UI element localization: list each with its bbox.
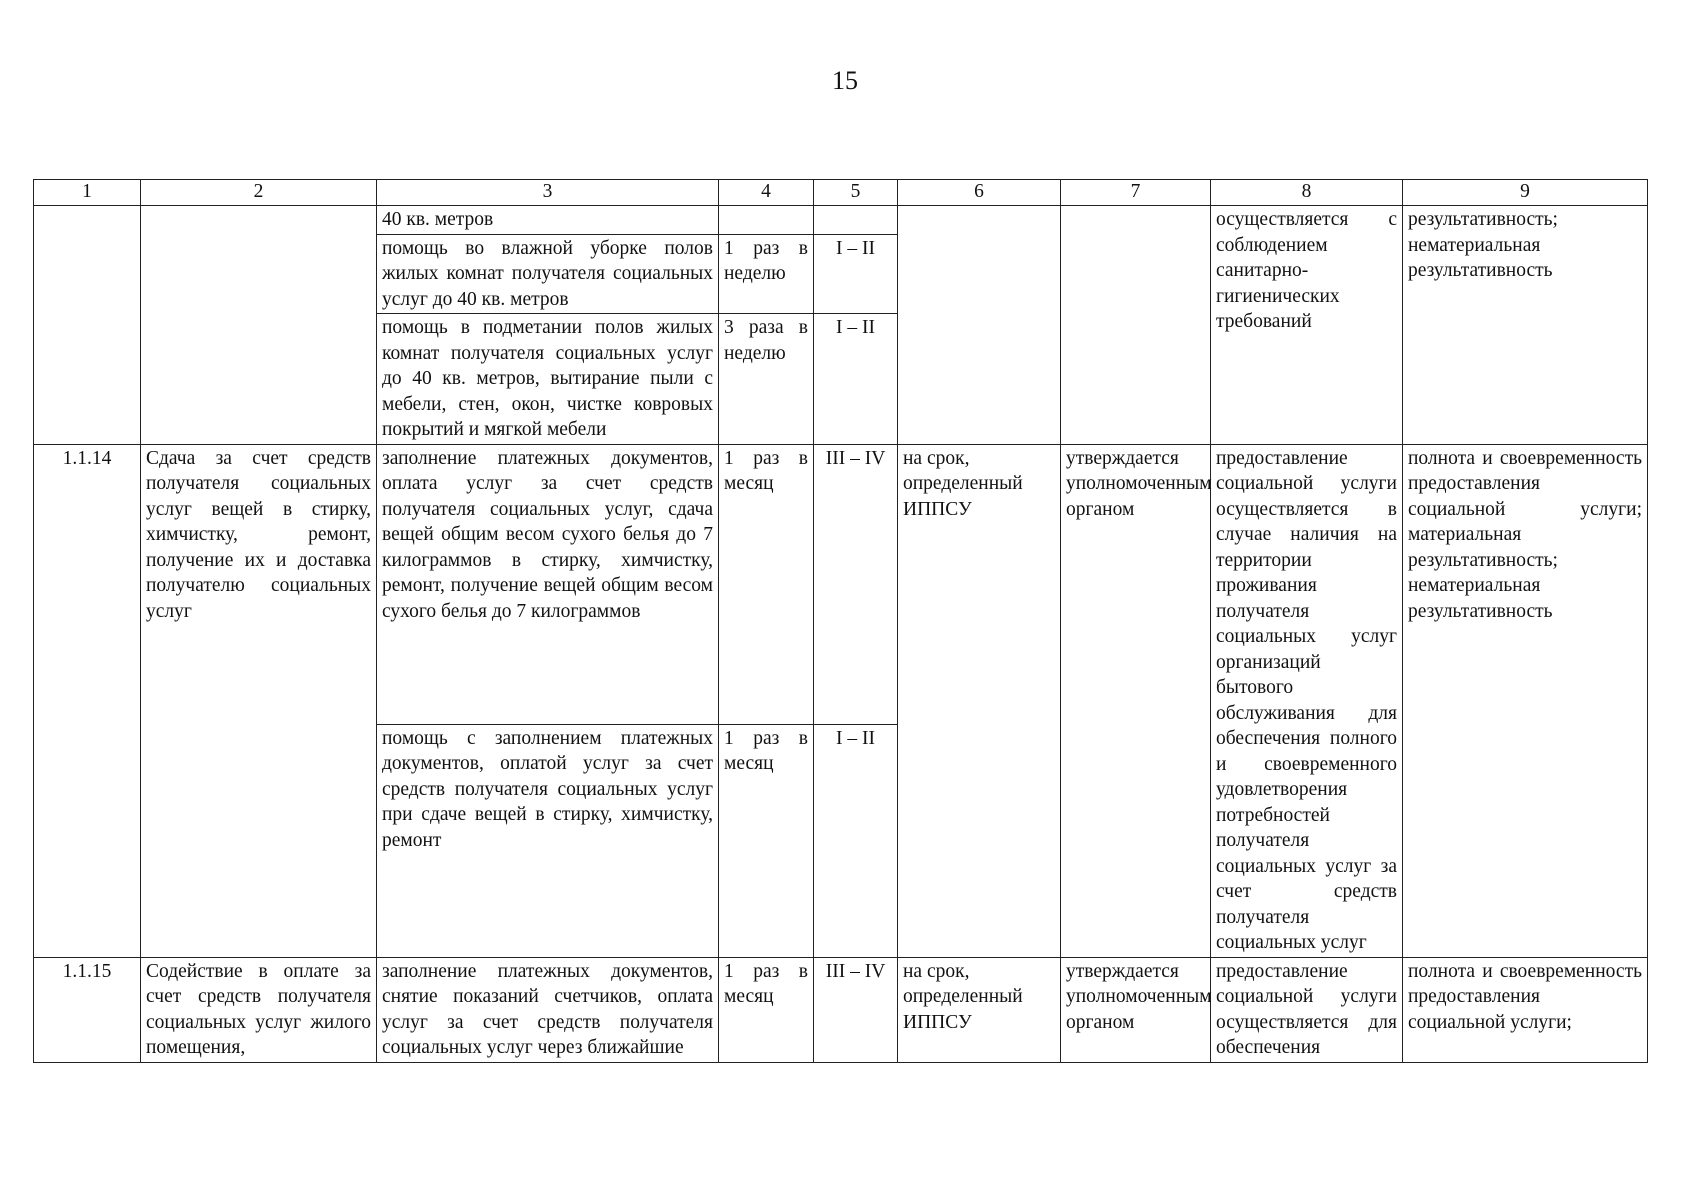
header-col-3: 3 bbox=[377, 180, 719, 206]
cont-price-cell bbox=[1061, 206, 1211, 445]
cont-item-3-group: I – II bbox=[814, 314, 898, 445]
cont-item-2-freq: 1 раз в неделю bbox=[719, 234, 814, 314]
cont-name-cell bbox=[141, 206, 377, 445]
service-condition: предоставление социальной услуги осуществляется для обеспечения bbox=[1211, 957, 1403, 1062]
service-term: на срок, определенный ИППСУ bbox=[898, 444, 1061, 957]
header-col-4: 4 bbox=[719, 180, 814, 206]
continuation-row-1 bbox=[34, 206, 1648, 235]
header-col-5: 5 bbox=[814, 180, 898, 206]
service-item-group: III – IV bbox=[814, 444, 898, 724]
service-item-group: III – IV bbox=[814, 957, 898, 1062]
service-number: 1.1.14 bbox=[34, 444, 141, 957]
service-item-desc: заполнение платежных документов, оплата услуг за счет средств получателя социальных услуг, сдача вещей общим весом сухого белья до 7 килограммов в стирку, химчистку, ремонт, получение вещей общим весом сухого белья до 7 килограммов bbox=[377, 444, 719, 724]
header-col-6: 6 bbox=[898, 180, 1061, 206]
header-col-2: 2 bbox=[141, 180, 377, 206]
cont-criteria: результативность; нематериальная результативность bbox=[1403, 206, 1648, 445]
service-term: на срок, определенный ИППСУ bbox=[898, 957, 1061, 1062]
service-row-1-1-14 bbox=[34, 444, 1648, 724]
cont-item-1-freq bbox=[719, 206, 814, 235]
cont-item-2-group: I – II bbox=[814, 234, 898, 314]
service-item-desc: заполнение платежных документов, снятие показаний счетчиков, оплата услуг за счет средств получателя социальных услуг через ближайшие bbox=[377, 957, 719, 1062]
service-item-desc: помощь с заполнением платежных документов, оплатой услуг за счет средств получателя социальных услуг при сдаче вещей в стирку, химчистку, ремонт bbox=[377, 724, 719, 957]
cont-num-cell bbox=[34, 206, 141, 445]
header-col-1: 1 bbox=[34, 180, 141, 206]
service-criteria: полнота и своевременность предоставления социальной услуги; материальная результативность; нематериальная результативность bbox=[1403, 444, 1648, 957]
services-table bbox=[33, 179, 1648, 1063]
cont-item-2-desc: помощь во влажной уборке полов жилых комнат получателя социальных услуг до 40 кв. метров bbox=[377, 234, 719, 314]
service-item-group: I – II bbox=[814, 724, 898, 957]
header-col-7: 7 bbox=[1061, 180, 1211, 206]
cont-item-3-freq: 3 раза в неделю bbox=[719, 314, 814, 445]
header-row bbox=[34, 180, 1648, 206]
header-col-9: 9 bbox=[1403, 180, 1648, 206]
service-row-1-1-15 bbox=[34, 957, 1648, 1062]
cont-item-1-desc: 40 кв. метров bbox=[377, 206, 719, 235]
service-price: утверждается уполномоченным органом bbox=[1061, 957, 1211, 1062]
cont-term-cell bbox=[898, 206, 1061, 445]
service-item-freq: 1 раз в месяц bbox=[719, 724, 814, 957]
service-number: 1.1.15 bbox=[34, 957, 141, 1062]
service-criteria: полнота и своевременность предоставления социальной услуги; bbox=[1403, 957, 1648, 1062]
service-item-freq: 1 раз в месяц bbox=[719, 444, 814, 724]
service-item-freq: 1 раз в месяц bbox=[719, 957, 814, 1062]
service-price: утверждается уполномоченным органом bbox=[1061, 444, 1211, 957]
service-name: Сдача за счет средств получателя социальных услуг вещей в стирку, химчистку, ремонт, получение их и доставка получателю социальных услуг bbox=[141, 444, 377, 957]
cont-item-1-group bbox=[814, 206, 898, 235]
cont-condition: осуществляется с соблюдением санитарно-гигиенических требований bbox=[1211, 206, 1403, 445]
page-number: 15 bbox=[832, 66, 858, 95]
service-name: Содействие в оплате за счет средств получателя социальных услуг жилого помещения, bbox=[141, 957, 377, 1062]
service-condition: предоставление социальной услуги осуществляется в случае наличия на территории проживания получателя социальных услуг организаций бытового обслуживания для обеспечения полного и своевременного удовлетворения потребностей получателя социальных услуг за счет средств получателя социальных услуг bbox=[1211, 444, 1403, 957]
header-col-8: 8 bbox=[1211, 180, 1403, 206]
cont-item-3-desc: помощь в подметании полов жилых комнат получателя социальных услуг до 40 кв. метров, вытирание пыли с мебели, стен, окон, чистке ковровых покрытий и мягкой мебели bbox=[377, 314, 719, 445]
